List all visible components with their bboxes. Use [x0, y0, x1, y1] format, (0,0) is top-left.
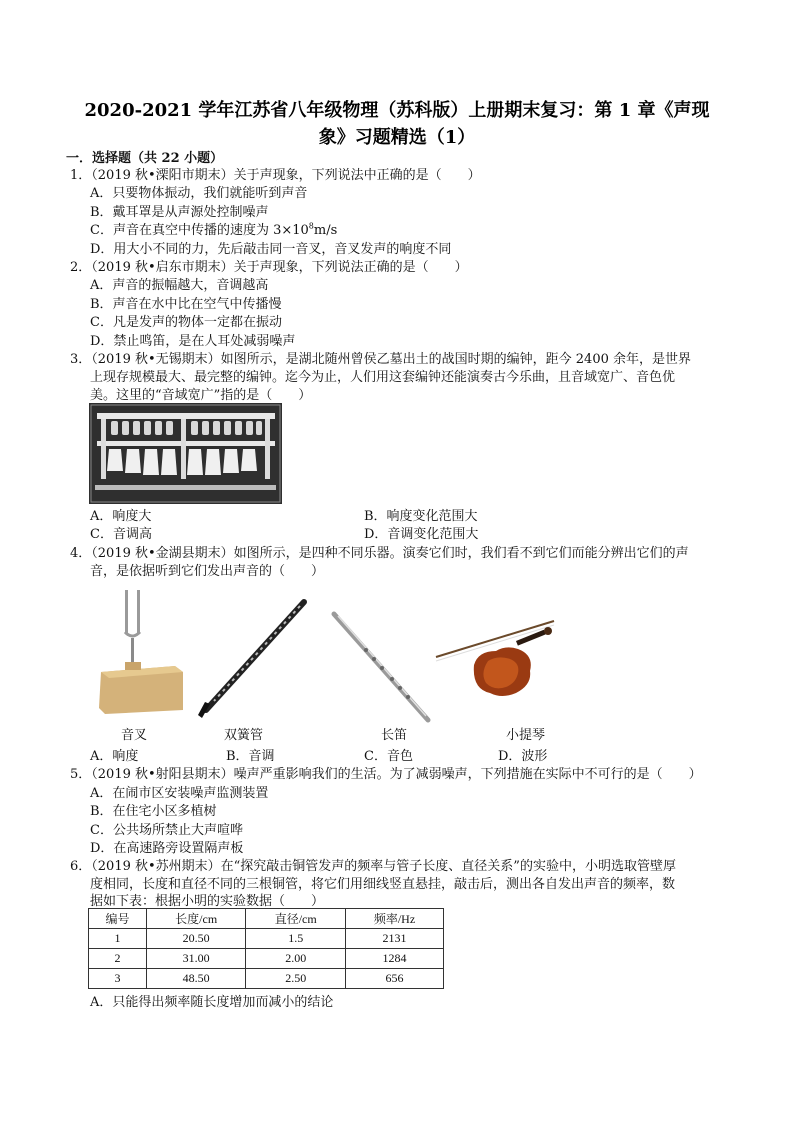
- q5-option-c: C．公共场所禁止大声喧哗: [90, 823, 243, 838]
- violin-icon: [434, 615, 562, 697]
- table-cell: 48.50: [146, 969, 246, 989]
- q4-option-c: C．音色: [364, 749, 413, 764]
- table-cell: 656: [346, 969, 444, 989]
- q2-option-c: C．凡是发声的物体一定都在振动: [90, 315, 282, 330]
- copper-tube-data-table: [88, 908, 444, 989]
- q5-stem: 5．（2019 秋•射阳县期末）噪声严重影响我们的生活。为了减弱噪声，下列措施在实际中不可行的是（ ）: [70, 767, 702, 782]
- q4-option-a: A．响度: [90, 749, 139, 764]
- q6-stem-line-2: 度相同，长度和直径不同的三根铜管，将它们用细线竖直悬挂，敲击后，测出各自发出声音的频率，数: [90, 877, 676, 892]
- q1-option-a: A．只要物体振动，我们就能听到声音: [90, 186, 308, 201]
- table-cell: 20.50: [146, 929, 246, 949]
- table-row: [89, 949, 444, 969]
- q3-option-a: A．响度大: [90, 509, 152, 524]
- table-cell: 2.50: [246, 969, 346, 989]
- table-cell: 1: [89, 929, 147, 949]
- q6-stem-line-3: 据如下表：根据小明的实验数据（ ）: [90, 894, 325, 909]
- document-title: [60, 97, 734, 151]
- oboe-icon: [196, 598, 308, 720]
- table-header-cell: 长度/cm: [146, 909, 246, 929]
- table-cell: 1.5: [246, 929, 346, 949]
- table-row: [89, 929, 444, 949]
- q1-option-c-unit: m/s: [313, 223, 338, 238]
- table-cell: 31.00: [146, 949, 246, 969]
- q3-option-d: D．音调变化范围大: [364, 527, 479, 542]
- q5-option-d: D．在高速路旁设置隔声板: [90, 841, 244, 856]
- q4-option-d: D．波形: [498, 749, 548, 764]
- q4-stem-line-2: 音，是依据听到它们发出声音的（ ）: [90, 564, 325, 579]
- q1-stem: 1．（2019 秋•溧阳市期末）关于声现象，下列说法中正确的是（ ）: [70, 168, 481, 183]
- q2-option-d: D．禁止鸣笛，是在人耳处减弱噪声: [90, 334, 296, 349]
- tuning-fork-icon: [95, 588, 187, 718]
- q2-option-a: A．声音的振幅越大，音调越高: [90, 278, 269, 293]
- q5-option-a: A．在闹市区安装噪声监测装置: [90, 786, 269, 801]
- q3-option-b: B．响度变化范围大: [364, 509, 478, 524]
- table-cell: 2131: [346, 929, 444, 949]
- section-heading: 一．选择题（共 22 小题）: [66, 151, 224, 166]
- table-cell: 2.00: [246, 949, 346, 969]
- q1-option-b: B．戴耳罩是从声源处控制噪声: [90, 205, 269, 220]
- caption-violin: 小提琴: [506, 728, 546, 743]
- q5-option-b: B．在住宅小区多植树: [90, 804, 217, 819]
- q3-stem-line-1: 3．（2019 秋•无锡期末）如图所示，是湖北随州曾侯乙墓出土的战国时期的编钟，距今 2400 余年，是世界: [70, 352, 692, 367]
- caption-tuning-fork: 音叉: [121, 728, 148, 743]
- q6-stem-line-1: 6．（2019 秋•苏州期末）在“探究敲击铜管发声的频率与管子长度、直径关系”的实验中，小明选取管壁厚: [70, 859, 676, 874]
- q2-stem: 2．（2019 秋•启东市期末）关于声现象，下列说法正确的是（ ）: [70, 260, 468, 275]
- table-cell: 3: [89, 969, 147, 989]
- table-header-cell: 频率/Hz: [346, 909, 444, 929]
- q4-stem-line-1: 4．（2019 秋•金湖县期末）如图所示，是四种不同乐器。演奏它们时，我们看不到它们而能分辨出它们的声: [70, 546, 689, 561]
- table-header-cell: 编号: [89, 909, 147, 929]
- table-header-cell: 直径/cm: [246, 909, 346, 929]
- title-line-1: 2020-2021 学年江苏省八年级物理（苏科版）上册期末复习：第 1 章《声现: [84, 100, 710, 121]
- q1-option-d: D．用大小不同的力，先后敲击同一音叉，音叉发声的响度不同: [90, 242, 452, 257]
- q6-option-a: A．只能得出频率随长度增加而减小的结论: [90, 995, 334, 1010]
- table-row: [89, 969, 444, 989]
- q3-stem-line-2: 上现存规模最大、最完整的编钟。迄今为止，人们用这套编钟还能演奏古今乐曲，且音域宽广、音色优: [90, 370, 676, 385]
- q4-option-b: B．音调: [226, 749, 275, 764]
- q3-stem-line-3: 美。这里的“音域宽广”指的是（ ）: [90, 388, 312, 403]
- table-cell: 1284: [346, 949, 444, 969]
- q1-option-c-text: C．声音在真空中传播的速度为 3×10: [90, 223, 309, 238]
- q1-option-c: [90, 222, 337, 239]
- table-cell: 2: [89, 949, 147, 969]
- caption-oboe: 双簧管: [224, 728, 264, 743]
- table-header-row: [89, 909, 444, 929]
- caption-flute: 长笛: [381, 728, 408, 743]
- title-line-2: 象》习题精选（1）: [318, 127, 476, 148]
- q2-option-b: B．声音在水中比在空气中传播慢: [90, 297, 282, 312]
- q1-option-c-exponent: 8: [308, 221, 314, 231]
- q3-option-c: C．音调高: [90, 527, 152, 542]
- bianzhong-bells-figure: [89, 403, 282, 504]
- flute-icon: [330, 610, 434, 726]
